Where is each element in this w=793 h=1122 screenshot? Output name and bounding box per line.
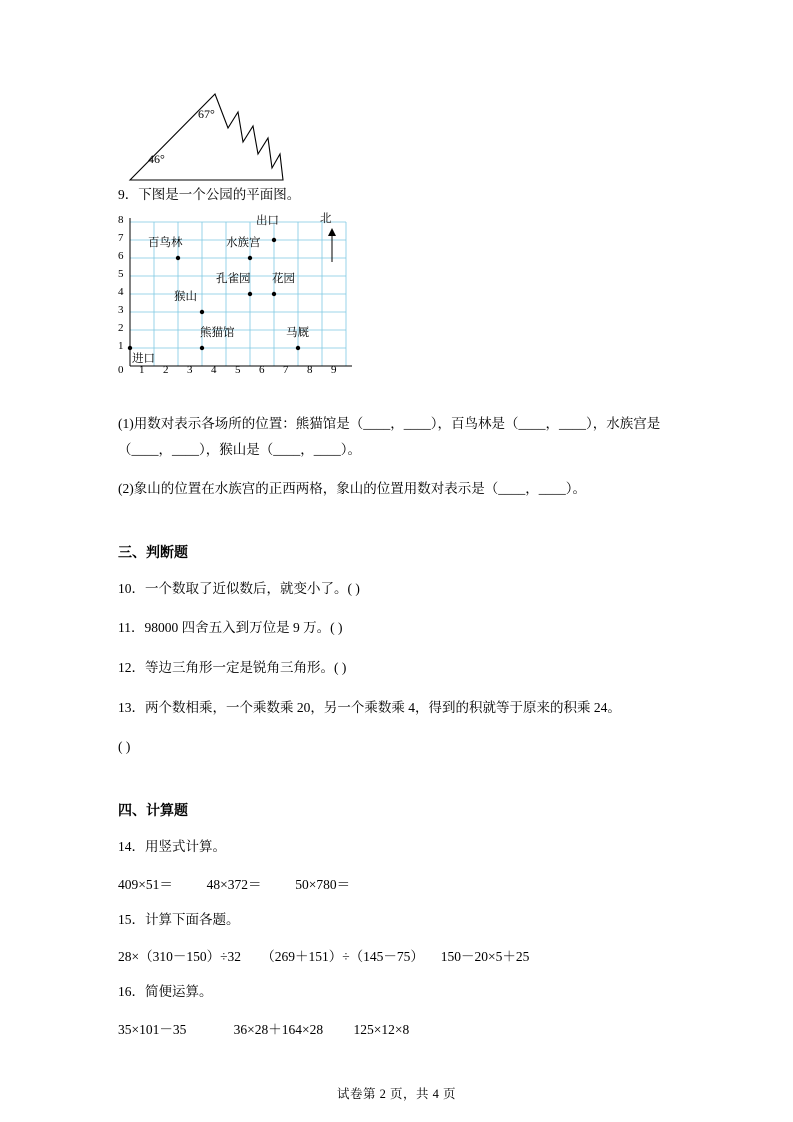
question-15: 15．计算下面各题。 (118, 911, 240, 927)
axis-origin: 0 (118, 363, 124, 376)
map-label-exit: 出口 (256, 214, 279, 227)
map-label-aquarium: 水族宫 (226, 236, 261, 249)
question-9-stem (118, 185, 678, 206)
question-10: 10．一个数取了近似数后，就变小了。( ) (118, 580, 360, 596)
question-14: 14．用竖式计算。 (118, 839, 226, 855)
triangle-angle-left: 46° (148, 152, 165, 166)
park-map-figure (120, 212, 370, 397)
y-tick-1: 1 (118, 339, 124, 352)
map-label-flower-garden: 花园 (272, 272, 295, 285)
question-16: 16．简便运算。 (118, 984, 213, 1000)
page-footer: 试卷第 2 页，共 4 页 (336, 1087, 456, 1101)
x-tick-9: 9 (331, 363, 337, 376)
y-tick-2: 2 (118, 321, 124, 334)
north-arrow-icon (324, 228, 340, 262)
x-tick-3: 3 (187, 363, 193, 376)
map-label-peacock-garden: 孔雀园 (216, 272, 251, 285)
question-16-expressions: 35×101－35 36×28＋164×28 125×12×8 (118, 1021, 410, 1037)
section-title-judgement: 三、判断题 (118, 545, 188, 561)
x-tick-6: 6 (259, 363, 265, 376)
x-tick-4: 4 (211, 363, 217, 376)
map-label-entrance: 进口 (132, 352, 155, 365)
x-tick-8: 8 (307, 363, 313, 376)
triangle-figure (120, 80, 380, 185)
section-title-computation: 四、计算题 (118, 804, 188, 820)
map-label-stable: 马厩 (286, 326, 309, 339)
question-9-text: 下图是一个公园的平面图。 (138, 187, 301, 202)
x-tick-1: 1 (139, 363, 145, 376)
question-12: 12．等边三角形一定是锐角三角形。( ) (118, 660, 347, 676)
x-tick-5: 5 (235, 363, 241, 376)
question-13-answer-blank: ( ) (118, 739, 131, 755)
question-9-sub-2: (2)象山的位置在水族宫的正西两格，象山的位置用数对表示是（____，____）。 (118, 481, 586, 497)
y-tick-4: 4 (118, 285, 124, 298)
question-13: 13．两个数相乘，一个乘数乘 20，另一个乘数乘 4，得到的积就等于原来的积乘 24。 (118, 699, 621, 715)
y-tick-3: 3 (118, 303, 124, 316)
compass-north-label: 北 (320, 212, 332, 225)
question-9-number: 9． (118, 187, 139, 202)
question-14-expressions: 409×51＝ 48×372＝ 50×780＝ (118, 876, 351, 892)
triangle-angle-top: 67° (198, 107, 215, 121)
x-tick-2: 2 (163, 363, 169, 376)
page-content (118, 80, 678, 1051)
question-9-sub-1: (1)用数对表示各场所的位置：熊猫馆是（____，____），百鸟林是（____，____），水族宫是（____，____），猴山是（____，____）。 (118, 415, 661, 457)
map-label-panda-house: 熊猫馆 (200, 326, 235, 339)
y-tick-8: 8 (118, 213, 124, 226)
question-15-expressions: 28×（310－150）÷32 （269＋151）÷（145－75） 150－20×5＋25 (118, 949, 530, 965)
map-label-bird-forest: 百鸟林 (148, 236, 183, 249)
x-tick-7: 7 (283, 363, 289, 376)
map-label-monkey-hill: 猴山 (174, 290, 197, 303)
y-tick-5: 5 (118, 267, 124, 280)
y-tick-6: 6 (118, 249, 124, 262)
question-11: 11．98000 四舍五入到万位是 9 万。( ) (118, 620, 343, 636)
y-tick-7: 7 (118, 231, 124, 244)
